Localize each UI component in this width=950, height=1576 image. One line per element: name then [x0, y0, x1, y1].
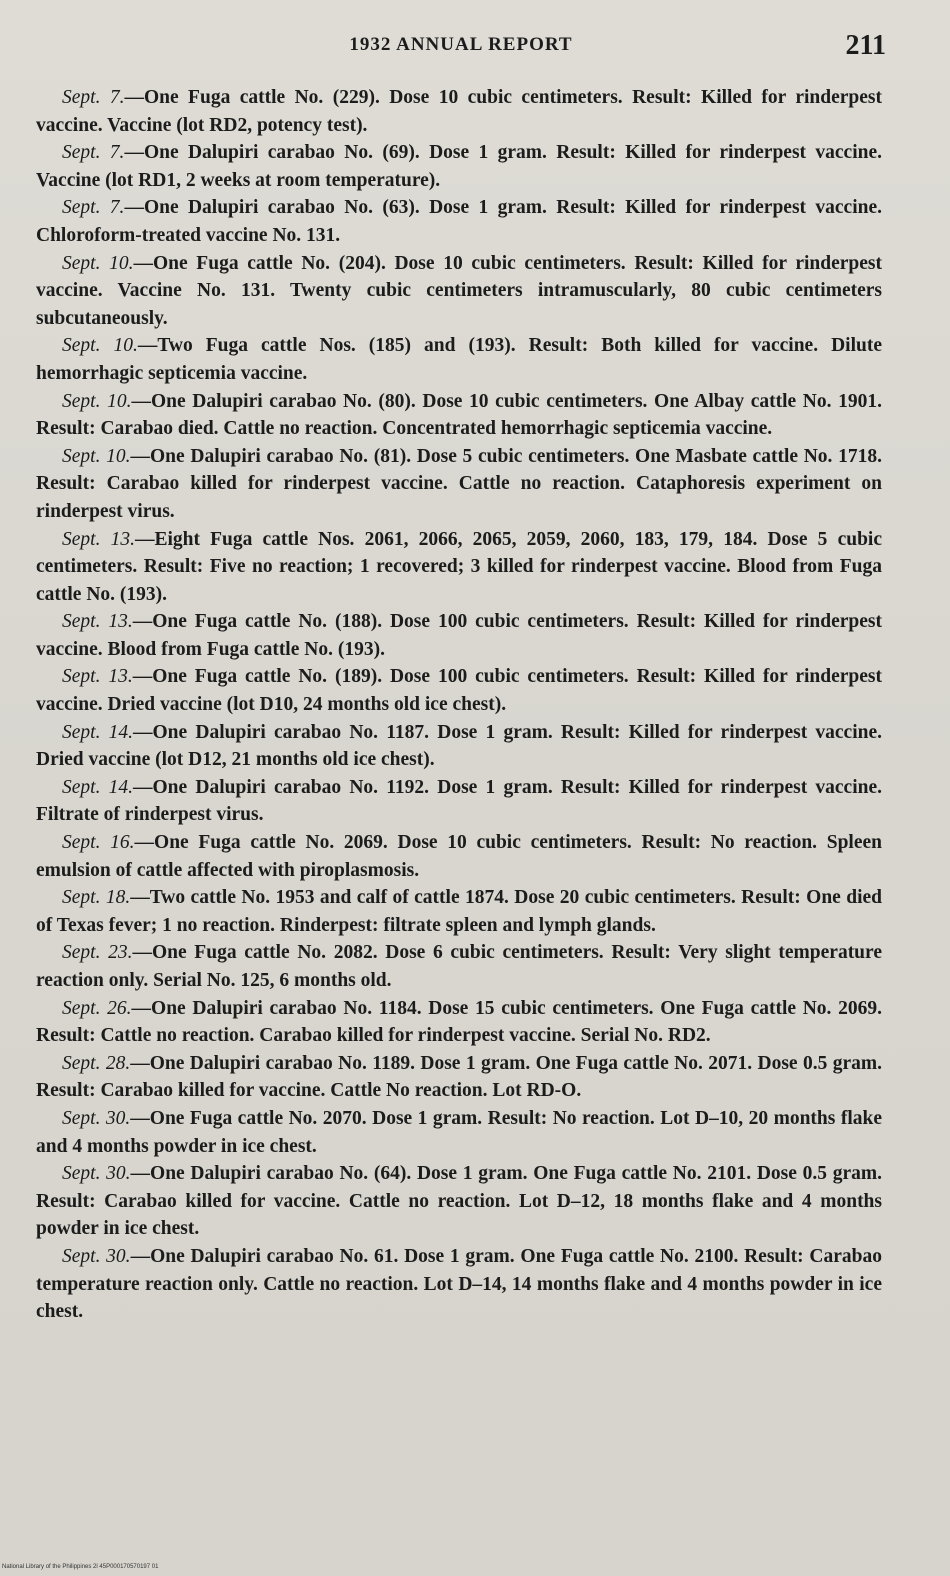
log-entry: [36, 939, 882, 994]
page-header: [36, 30, 886, 66]
entry-date: Sept. 18.: [62, 887, 131, 909]
entry-date: Sept. 13.: [62, 611, 133, 633]
entry-date: Sept. 10.: [62, 390, 132, 412]
entry-date: Sept. 10.: [62, 445, 131, 467]
footer-credit: National Library of the Philippines 2l 45P000170570197 01: [2, 1564, 159, 1570]
log-entry: [36, 1243, 882, 1326]
entry-date: Sept. 10.: [62, 252, 134, 274]
entry-text: —One Dalupiri carabao No. (80). Dose 10 cubic centimeters. One Albay cattle No. 1901. Result: Carabao died. Cattle no reaction. Concentrated hemorrhagic septicemia vaccine.: [36, 390, 882, 440]
entry-text: —One Dalupiri carabao No. (63). Dose 1 gram. Result: Killed for rinderpest vaccine. Chloroform-treated vaccine No. 131.: [36, 197, 882, 246]
entry-text: —One Fuga cattle No. (229). Dose 10 cubic centimeters. Result: Killed for rinderpest vaccine. Vaccine (lot RD2, potency test).: [36, 87, 882, 136]
log-entry: [36, 829, 882, 884]
entry-date: Sept. 30.: [62, 1163, 131, 1185]
entry-text: —One Fuga cattle No. (204). Dose 10 cubic centimeters. Result: Killed for rinderpest vaccine. Vaccine No. 131. Twenty cubic centimeters intramuscularly, 80 cubic centimeters subcutaneously.: [36, 252, 882, 329]
entry-date: Sept. 16.: [62, 832, 135, 854]
log-entry: [36, 884, 882, 939]
log-entry: [36, 995, 882, 1050]
entry-date: Sept. 7.: [62, 197, 125, 219]
entry-date: Sept. 26.: [62, 997, 132, 1019]
log-entry: [36, 139, 882, 194]
log-entry: [36, 332, 882, 387]
entry-date: Sept. 30.: [62, 1107, 131, 1129]
entry-text: —One Fuga cattle No. 2070. Dose 1 gram. Result: No reaction. Lot D–10, 20 months flake and 4 months powder in ice chest.: [36, 1107, 882, 1157]
entry-date: Sept. 13.: [62, 666, 133, 688]
entry-text: —One Dalupiri carabao No. (64). Dose 1 gram. One Fuga cattle No. 2101. Dose 0.5 gram. Result: Carabao killed for vaccine. Cattle no reaction. Lot D–12, 18 months flake and 4 months powder in ice chest.: [36, 1163, 882, 1240]
entry-date: Sept. 30.: [62, 1245, 131, 1267]
running-title: 1932 ANNUAL REPORT: [349, 34, 573, 55]
entry-text: —One Dalupiri carabao No. 1192. Dose 1 gram. Result: Killed for rinderpest vaccine. Filtrate of rinderpest virus.: [36, 776, 882, 826]
entry-text: —One Fuga cattle No. (189). Dose 100 cubic centimeters. Result: Killed for rinderpest vaccine. Dried vaccine (lot D10, 24 months old ice chest).: [36, 666, 882, 716]
entry-date: Sept. 7.: [62, 87, 125, 108]
entry-text: —One Fuga cattle No. 2069. Dose 10 cubic centimeters. Result: No reaction. Spleen emulsion of cattle affected with piroplasmosis.: [36, 832, 882, 881]
log-entry: [36, 1050, 882, 1105]
log-entry: [36, 194, 882, 249]
page-number: 211: [845, 30, 886, 61]
entry-text: —One Dalupiri carabao No. 1189. Dose 1 gram. One Fuga cattle No. 2071. Dose 0.5 gram. Result: Carabao killed for vaccine. Cattle No reaction. Lot RD-O.: [36, 1052, 883, 1102]
log-entry: [36, 84, 882, 139]
entries-list: [36, 84, 882, 1326]
log-entry: [36, 388, 882, 443]
entry-text: —Two cattle No. 1953 and calf of cattle 1874. Dose 20 cubic centimeters. Result: One died of Texas fever; 1 no reaction. Rinderpest: filtrate spleen and lymph glands.: [36, 887, 882, 936]
log-entry: [36, 1160, 882, 1243]
entry-text: —One Dalupiri carabao No. 61. Dose 1 gram. One Fuga cattle No. 2100. Result: Carabao temperature reaction only. Cattle no reaction. Lot D–14, 14 months flake and 4 months powder in ice chest.: [36, 1245, 882, 1323]
log-entry: [36, 663, 882, 718]
entry-text: —One Dalupiri carabao No. 1184. Dose 15 cubic centimeters. One Fuga cattle No. 2069. Result: Cattle no reaction. Carabao killed for rinderpest vaccine. Serial No. RD2.: [36, 997, 882, 1047]
entry-date: Sept. 28.: [62, 1052, 131, 1074]
entry-text: —One Fuga cattle No. (188). Dose 100 cubic centimeters. Result: Killed for rinderpest vaccine. Blood from Fuga cattle No. (193).: [36, 611, 882, 660]
entry-text: —One Dalupiri carabao No. (69). Dose 1 gram. Result: Killed for rinderpest vaccine. Vaccine (lot RD1, 2 weeks at room temperature).: [36, 142, 882, 191]
log-entry: [36, 774, 882, 829]
log-entry: [36, 608, 882, 663]
entry-text: —One Fuga cattle No. 2082. Dose 6 cubic centimeters. Result: Very slight temperature reaction only. Serial No. 125, 6 months old.: [36, 942, 882, 991]
log-entry: [36, 526, 882, 609]
entry-text: —One Dalupiri carabao No. 1187. Dose 1 gram. Result: Killed for rinderpest vaccine. Dried vaccine (lot D12, 21 months old ice chest).: [36, 721, 882, 771]
entry-text: —One Dalupiri carabao No. (81). Dose 5 cubic centimeters. One Masbate cattle No. 1718. Result: Carabao killed for rinderpest vaccine. Cattle no reaction. Cataphoresis experiment on rinderpest virus.: [36, 445, 882, 522]
entry-date: Sept. 14.: [62, 776, 134, 798]
entry-text: —Two Fuga cattle Nos. (185) and (193). Result: Both killed for vaccine. Dilute hemorrhagic septicemia vaccine.: [36, 335, 883, 384]
entry-date: Sept. 7.: [62, 142, 125, 164]
log-entry: [36, 719, 882, 774]
entry-date: Sept. 14.: [62, 721, 134, 743]
entry-text: —Eight Fuga cattle Nos. 2061, 2066, 2065, 2059, 2060, 183, 179, 184. Dose 5 cubic centimeters. Result: Five no reaction; 1 recovered; 3 killed for rinderpest vaccine. Blood from Fuga cattle No. (193).: [36, 528, 882, 605]
log-entry: [36, 1105, 882, 1160]
entry-date: Sept. 13.: [62, 528, 135, 550]
log-entry: [36, 443, 882, 526]
entry-date: Sept. 23.: [62, 942, 133, 964]
log-entry: [36, 250, 882, 333]
entry-date: Sept. 10.: [62, 335, 138, 357]
